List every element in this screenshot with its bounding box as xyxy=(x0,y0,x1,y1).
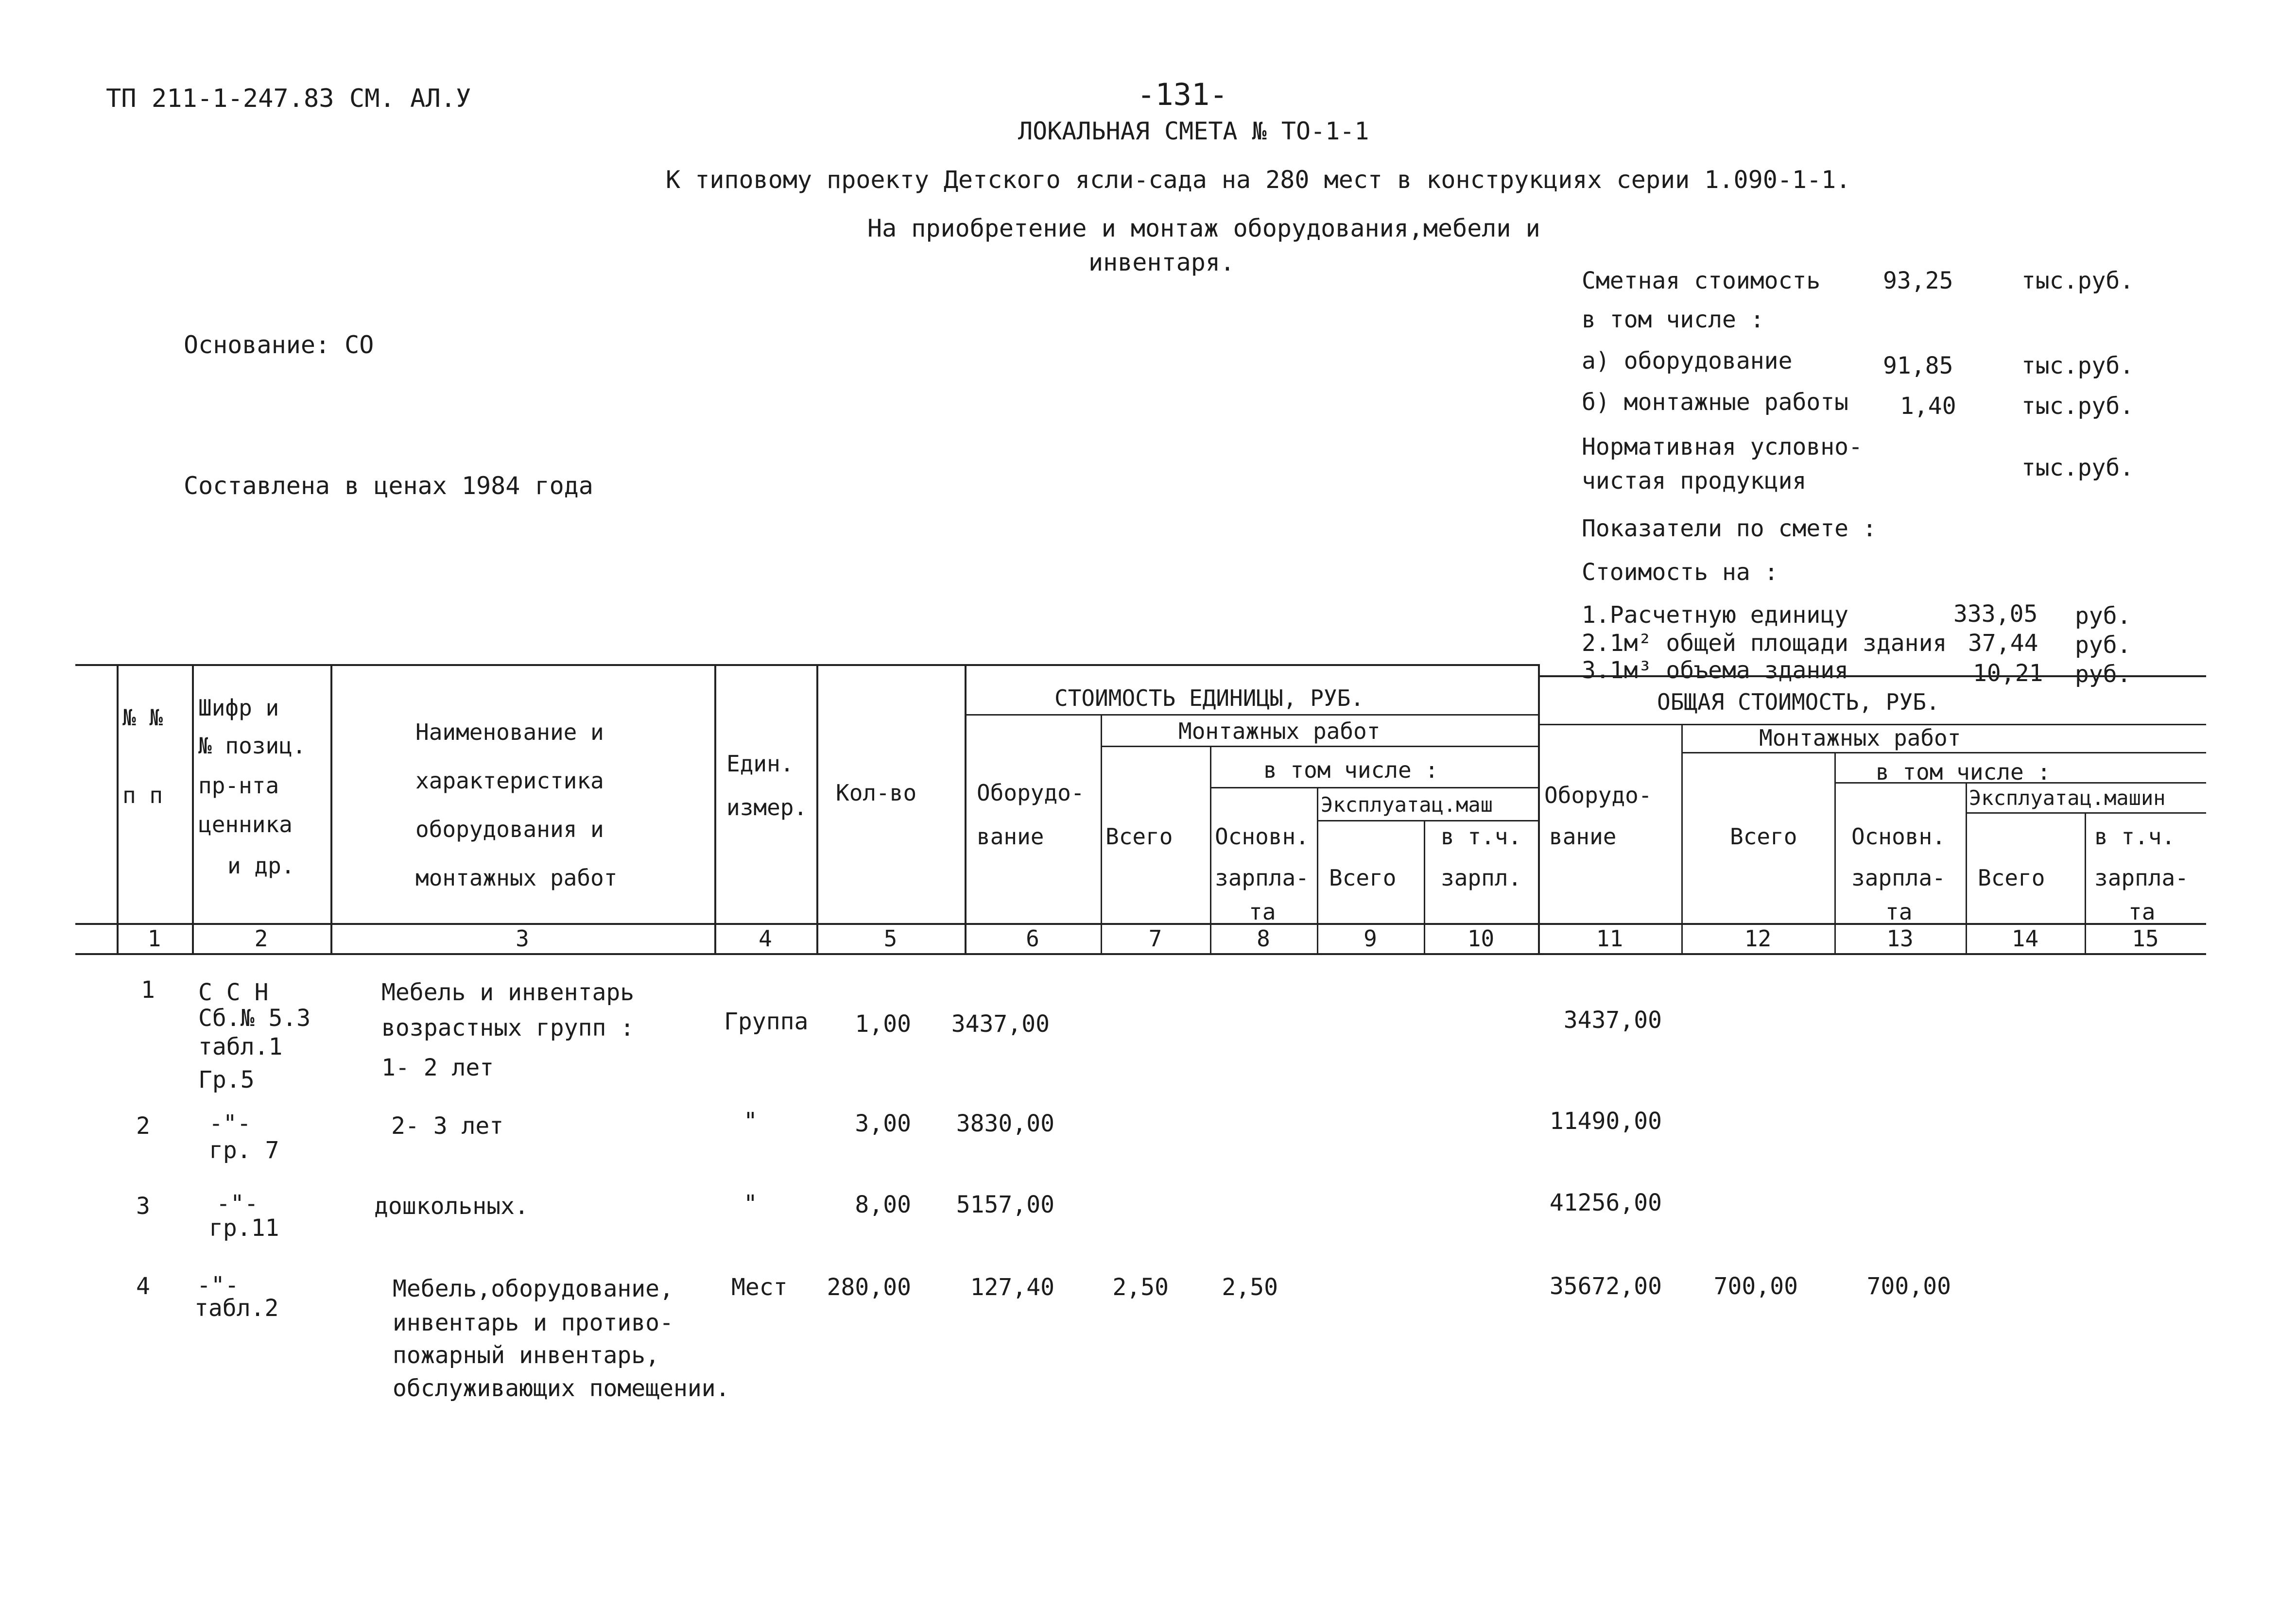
column-number: 4 xyxy=(759,925,772,952)
col10-header-line1: в т.ч. xyxy=(1441,823,1522,850)
row-code: табл.2 xyxy=(194,1295,279,1322)
document-title: ЛОКАЛЬНАЯ СМЕТА № ТО-1-1 xyxy=(1018,117,1369,145)
col-divider-6 xyxy=(965,664,967,953)
row-code: гр.11 xyxy=(209,1214,279,1242)
col2-header-line4: ценника xyxy=(198,811,293,837)
col1-header-line1: № № xyxy=(122,704,163,731)
table-top-border-right xyxy=(1538,675,2206,677)
col2-header-line1: Шифр и xyxy=(198,695,279,721)
row-unit: " xyxy=(743,1108,758,1135)
col-divider-11 xyxy=(1538,664,1540,953)
row-unit: Мест xyxy=(731,1274,788,1301)
col4-header-line2: измер. xyxy=(726,794,808,820)
per-area-value: 37,44 xyxy=(1968,630,2038,657)
col7-header: Всего xyxy=(1105,823,1173,850)
col8-header-line1: Основн. xyxy=(1215,823,1309,850)
document-subtitle-line3: инвентаря. xyxy=(1088,248,1235,276)
row-total-equipment: 11490,00 xyxy=(1549,1108,1662,1135)
col11-header-line2: вание xyxy=(1549,823,1617,850)
install-divider-right xyxy=(1681,752,2206,753)
row-code: С С Н xyxy=(198,979,269,1006)
column-number: 5 xyxy=(883,925,898,952)
col2-header-line2: № позиц. xyxy=(198,733,306,759)
column-number: 6 xyxy=(1026,925,1039,952)
equipment-unit: тыс.руб. xyxy=(2021,352,2134,379)
document-subtitle: К типовому проекту Детского ясли-сада на 280 мест в конструкциях серии 1.090-1-1. xyxy=(666,166,1851,194)
col11-header-line1: Оборудо- xyxy=(1544,782,1652,808)
total-machines-header: Эксплуатац.машин xyxy=(1969,786,2166,810)
row-total-equipment: 35672,00 xyxy=(1549,1273,1662,1300)
row-unit: " xyxy=(743,1190,758,1217)
per-area-label: 2.1м² общей площади здания xyxy=(1582,630,1947,657)
cost-per-label: Стоимость на : xyxy=(1582,559,1778,586)
col6-header-line2: вание xyxy=(977,823,1044,850)
row-number: 3 xyxy=(136,1193,150,1220)
document-code: ТП 211-1-247.83 СМ. АЛ.У xyxy=(106,84,471,113)
row-code: -"- xyxy=(216,1190,259,1217)
row-name: Мебель,оборудование, xyxy=(393,1275,673,1302)
installation-label: б) монтажные работы xyxy=(1582,389,1849,416)
row-quantity: 8,00 xyxy=(855,1191,911,1218)
col13-header-line1: Основн. xyxy=(1851,823,1946,850)
col3-header-line2: характеристика xyxy=(415,768,604,794)
basis-label: Основание: СО xyxy=(184,331,374,359)
col5-header: Кол-во xyxy=(836,780,917,806)
row-code: -"- xyxy=(197,1272,239,1299)
per-area-unit: руб. xyxy=(2075,632,2131,659)
row-name: пожарный инвентарь, xyxy=(393,1342,660,1369)
unit-machines-header: Эксплуатац.маш xyxy=(1321,793,1493,817)
row-quantity: 280,00 xyxy=(827,1274,911,1301)
row-total-equipment: 41256,00 xyxy=(1549,1189,1662,1216)
estimated-cost-label: Сметная стоимость xyxy=(1582,267,1821,294)
row-code: табл.1 xyxy=(198,1033,283,1060)
row-total-equipment: 3437,00 xyxy=(1563,1007,1662,1034)
unit-cost-divider xyxy=(965,714,1538,716)
row-name: возрастных групп : xyxy=(381,1014,635,1042)
col15-header-line2: зарпла- xyxy=(2094,865,2189,891)
per-volume-label: 3.1м³ объема здания xyxy=(1582,657,1849,684)
col3-header-line4: монтажных работ xyxy=(415,865,618,891)
total-install-header: Монтажных работ xyxy=(1759,725,1961,751)
unit-incl-header: в том числе : xyxy=(1263,757,1439,783)
col-divider-2 xyxy=(192,664,194,953)
column-number: 9 xyxy=(1364,925,1377,952)
column-number: 12 xyxy=(1744,925,1772,952)
col15-header-line1: в т.ч. xyxy=(2094,823,2175,850)
row-equipment-cost: 3437,00 xyxy=(951,1010,1050,1038)
column-number: 13 xyxy=(1886,925,1914,952)
col2-header-line5: и др. xyxy=(227,853,295,879)
per-unit-value: 333,05 xyxy=(1953,600,2038,628)
estimated-cost-unit: тыс.руб. xyxy=(2021,267,2134,294)
col4-header-line1: Един. xyxy=(726,751,794,777)
row-equipment-cost: 5157,00 xyxy=(956,1191,1054,1218)
col8-header-line3: та xyxy=(1249,899,1276,925)
row-number: 1 xyxy=(141,976,155,1004)
col10-header-line2: зарпл. xyxy=(1441,865,1522,891)
row-name: дошкольных. xyxy=(374,1193,529,1220)
column-number: 15 xyxy=(2132,925,2159,952)
equipment-label: а) оборудование xyxy=(1582,347,1793,375)
row-equipment-cost: 127,40 xyxy=(970,1274,1054,1301)
column-number: 1 xyxy=(147,925,161,952)
equipment-value: 91,85 xyxy=(1883,352,1953,379)
column-number: 3 xyxy=(516,925,529,952)
col13-header-line3: та xyxy=(1885,899,1913,925)
col-divider-3 xyxy=(330,664,332,953)
column-number: 8 xyxy=(1257,925,1270,952)
col-divider-7 xyxy=(1101,714,1102,953)
column-number: 14 xyxy=(2011,925,2039,952)
row-name: 1- 2 лет xyxy=(381,1054,494,1081)
per-volume-value: 10,21 xyxy=(1973,660,2043,687)
row-install-total: 2,50 xyxy=(1112,1274,1169,1301)
row-unit: Группа xyxy=(724,1008,809,1035)
col-divider-12 xyxy=(1681,724,1683,953)
col-divider-1 xyxy=(117,664,119,953)
installation-value: 1,40 xyxy=(1900,393,1956,420)
including-label: в том числе : xyxy=(1582,306,1764,333)
row-equipment-cost: 3830,00 xyxy=(956,1110,1054,1137)
row-total-install: 700,00 xyxy=(1713,1273,1798,1300)
col-divider-8 xyxy=(1210,746,1211,953)
per-unit-label: 1.Расчетную единицу xyxy=(1582,601,1849,629)
page-number: -131- xyxy=(1137,77,1228,112)
table-top-border xyxy=(75,664,1538,666)
col2-header-line3: пр-нта xyxy=(198,772,279,799)
total-incl-header: в том числе : xyxy=(1876,759,2051,785)
column-number: 10 xyxy=(1467,925,1495,952)
indicators-label: Показатели по смете : xyxy=(1582,515,1877,542)
col3-header-line3: оборудования и xyxy=(415,816,604,842)
row-name: 2- 3 лет xyxy=(391,1112,504,1140)
row-code: Гр.5 xyxy=(198,1066,255,1093)
row-name: Мебель и инвентарь xyxy=(381,979,635,1006)
col1-header-line2: п п xyxy=(122,782,163,808)
total-cost-header: ОБЩАЯ СТОИМОСТЬ, РУБ. xyxy=(1657,689,1940,715)
incl-divider-left xyxy=(1210,787,1538,788)
document-subtitle-line2: На приобретение и монтаж оборудования,мебели и xyxy=(867,214,1540,242)
column-number: 2 xyxy=(254,925,268,952)
col15-header-line3: та xyxy=(2128,899,2156,925)
normative-label-1: Нормативная условно- xyxy=(1582,433,1863,461)
col-divider-5 xyxy=(816,664,818,953)
row-quantity: 3,00 xyxy=(855,1110,911,1137)
col-divider-13 xyxy=(1834,752,1836,953)
row-code: Сб.№ 5.3 xyxy=(198,1005,311,1032)
row-number: 2 xyxy=(136,1112,150,1140)
row-install-basic: 2,50 xyxy=(1222,1274,1278,1301)
prices-label: Составлена в ценах 1984 года xyxy=(184,472,593,500)
col6-header-line1: Оборудо- xyxy=(977,780,1085,806)
numbers-bottom-border xyxy=(75,953,2206,955)
column-number: 7 xyxy=(1148,925,1162,952)
per-unit-unit: руб. xyxy=(2075,602,2131,630)
normative-unit: тыс.руб. xyxy=(2021,454,2134,481)
install-divider-left xyxy=(1101,746,1538,747)
col3-header-line1: Наименование и xyxy=(415,719,604,745)
row-total-basic: 700,00 xyxy=(1866,1273,1951,1300)
column-number: 11 xyxy=(1596,925,1623,952)
per-volume-unit: руб. xyxy=(2075,661,2131,688)
normative-label-2: чистая продукция xyxy=(1582,467,1807,495)
machines-divider-left xyxy=(1317,820,1538,821)
unit-cost-header: СТОИМОСТЬ ЕДИНИЦЫ, РУБ. xyxy=(1054,685,1364,711)
col14-header: Всего xyxy=(1978,865,2045,891)
row-quantity: 1,00 xyxy=(855,1010,911,1038)
col8-header-line2: зарпла- xyxy=(1215,865,1309,891)
unit-install-header: Монтажных работ xyxy=(1178,718,1381,744)
row-code: гр. 7 xyxy=(209,1137,279,1164)
col-divider-4 xyxy=(714,664,716,953)
row-name: инвентарь и противо- xyxy=(393,1309,673,1336)
row-name: обслуживающих помещении. xyxy=(393,1375,730,1402)
installation-unit: тыс.руб. xyxy=(2021,393,2134,420)
row-code: -"- xyxy=(209,1110,251,1137)
estimated-cost-value: 93,25 xyxy=(1883,267,1953,294)
col9-header: Всего xyxy=(1329,865,1397,891)
col13-header-line2: зарпла- xyxy=(1851,865,1946,891)
row-number: 4 xyxy=(136,1273,150,1300)
col12-header: Всего xyxy=(1730,823,1797,850)
